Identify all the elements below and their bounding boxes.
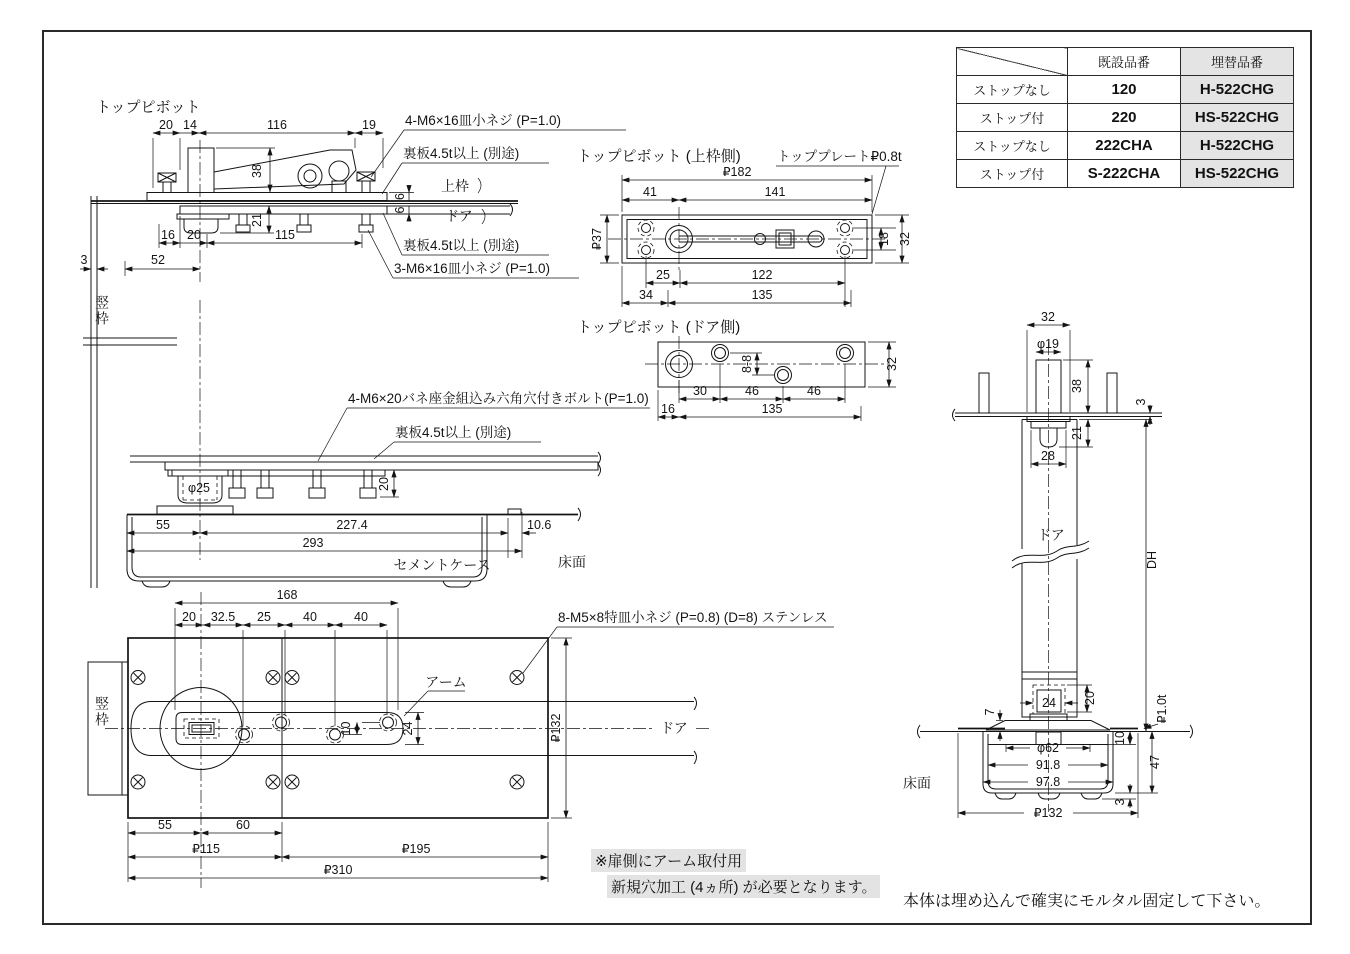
dim-19: 19 xyxy=(362,118,376,132)
view-floor-hinge-plan xyxy=(88,588,834,888)
row-label: ストップ付 xyxy=(957,104,1068,132)
old-part: S-222CHA xyxy=(1068,160,1181,188)
dim-41: 41 xyxy=(643,185,657,199)
dim-293: 293 xyxy=(302,536,324,550)
dim-32-5: 32.5 xyxy=(210,610,236,624)
dim-21: 21 xyxy=(250,213,264,227)
new-part: H-522CHG xyxy=(1181,76,1294,104)
dim-10c: 10 xyxy=(1113,731,1127,745)
label-backplate-bottom: 裏板4.5t以上 (別途) xyxy=(403,238,520,253)
dim-38b: 38 xyxy=(1070,379,1084,393)
new-part: HS-522CHG xyxy=(1181,104,1294,132)
dim-47: 47 xyxy=(1148,755,1162,769)
note-mortar-fixing: 本体は埋め込んで確実にモルタル固定して下さい。 xyxy=(903,893,1271,910)
label-cement-case: セメントケース xyxy=(393,557,491,573)
label-door-plan: ドア xyxy=(660,720,688,736)
row-label: ストップなし xyxy=(957,132,1068,160)
dim-20b: 20 xyxy=(187,228,201,242)
dim-phi62: φ62 xyxy=(1036,741,1060,755)
dim-24c: 24 xyxy=(1042,696,1056,710)
dim-pl132-section: ₽132 xyxy=(1033,806,1063,820)
table-diagonal-cell xyxy=(957,48,1068,76)
dim-91-8: 91.8 xyxy=(1035,758,1061,772)
dim-40b: 40 xyxy=(354,610,368,624)
label-floor-surface-right: 床面 xyxy=(903,775,931,791)
dim-dh: DH xyxy=(1145,550,1159,570)
dim-227-4: 227.4 xyxy=(336,518,368,532)
label-backplate-floor: 裏板4.5t以上 (別途) xyxy=(395,425,512,440)
dim-60: 60 xyxy=(236,818,250,832)
view-vertical-section xyxy=(903,310,1193,820)
dim-21b: 21 xyxy=(1070,426,1084,440)
dim-20c: 20 xyxy=(377,477,391,491)
view-top-pivot-frame-side xyxy=(577,147,912,307)
label-screw4: 4-M6×16皿小ネジ (P=1.0) xyxy=(405,113,562,128)
dim-phi19: φ19 xyxy=(1036,337,1060,351)
dim-55: 55 xyxy=(156,518,170,532)
dim-8-8: 8-8 xyxy=(740,354,754,374)
dim-32: 32 xyxy=(898,232,912,246)
vertical-frame-label-bottom: 竪枠 xyxy=(94,696,110,728)
dim-6b: 6 xyxy=(393,206,407,214)
label-backplate-top: 裏板4.5t以上 (別途) xyxy=(403,146,520,161)
view-floor-hinge-section xyxy=(127,300,650,587)
dim-30: 30 xyxy=(693,384,707,398)
dim-7: 7 xyxy=(983,708,997,716)
dim-pl182: ₽182 xyxy=(722,165,752,179)
dim-3-top: 3 xyxy=(1134,398,1148,406)
dim-25b: 25 xyxy=(257,610,271,624)
dim-18: 18 xyxy=(877,232,891,246)
dim-20: 20 xyxy=(159,118,173,132)
dim-25: 25 xyxy=(656,268,670,282)
dim-24b: 24 xyxy=(401,721,415,736)
dim-34: 34 xyxy=(639,288,653,302)
col-replacement: 埋替品番 xyxy=(1181,48,1294,76)
dim-pl132-plan: ₽132 xyxy=(549,713,563,743)
table-row xyxy=(957,160,1294,188)
old-part: 220 xyxy=(1068,104,1181,132)
dim-3: 3 xyxy=(80,253,88,267)
dim-10b: 10 xyxy=(339,721,353,736)
dim-6a: 6 xyxy=(393,193,407,200)
row-label: ストップ付 xyxy=(957,160,1068,188)
dim-20e: 20 xyxy=(1083,691,1097,705)
new-part: HS-522CHG xyxy=(1181,160,1294,188)
row-label: ストップなし xyxy=(957,76,1068,104)
dim-28: 28 xyxy=(1041,449,1055,463)
dim-46b: 46 xyxy=(807,384,821,398)
dim-pl195: ₽195 xyxy=(401,842,431,856)
view2b-title: トップピボット (ドア側) xyxy=(577,319,741,336)
dim-16b: 16 xyxy=(661,402,675,416)
vertical-frame-label-top: 竪枠 xyxy=(94,295,110,327)
note-arm-mounting-line2: 新規穴加工 (4ヵ所) が必要となります。 xyxy=(607,875,880,898)
dim-168: 168 xyxy=(276,588,298,602)
part-number-table xyxy=(956,47,1294,188)
new-part: H-522CHG xyxy=(1181,132,1294,160)
label-top-plate: トッププレート₽0.8t xyxy=(777,149,902,164)
table-row xyxy=(957,76,1294,104)
dim-135b: 135 xyxy=(761,402,783,416)
note-arm-mounting-line1: ※扉側にアーム取付用 xyxy=(591,849,746,872)
view1-title: トップピボット xyxy=(96,99,201,116)
dim-52: 52 xyxy=(151,253,165,267)
dim-141: 141 xyxy=(764,185,786,199)
dim-pl1-0t: ₽1.0t xyxy=(1155,694,1169,724)
dim-135: 135 xyxy=(751,288,773,302)
label-floor-surface: 床面 xyxy=(558,554,586,570)
dim-40a: 40 xyxy=(303,610,317,624)
table-row xyxy=(957,132,1294,160)
dim-122: 122 xyxy=(751,268,773,282)
dim-97-8: 97.8 xyxy=(1035,775,1061,789)
dim-3-bottom: 3 xyxy=(1113,798,1127,806)
floor-hinge-bolts xyxy=(229,470,376,498)
dim-phi25: φ25 xyxy=(187,481,211,495)
dim-116: 116 xyxy=(267,118,287,132)
dim-38: 38 xyxy=(250,164,264,178)
dim-10-6: 10.6 xyxy=(527,518,552,532)
dim-46a: 46 xyxy=(745,384,759,398)
dim-20d: 20 xyxy=(182,610,196,624)
view2-title: トップピボット (上枠側) xyxy=(577,148,741,165)
dim-pl115: ₽115 xyxy=(192,842,220,856)
label-arm: アーム xyxy=(425,674,467,690)
old-part: 222CHA xyxy=(1068,132,1181,160)
dim-32b: 32 xyxy=(885,357,899,371)
dim-pl37: ₽37 xyxy=(590,228,604,250)
dim-14: 14 xyxy=(183,118,197,132)
table-row xyxy=(957,104,1294,132)
label-top-frame: 上枠 xyxy=(441,178,469,194)
label-door-section: ドア xyxy=(1037,527,1065,543)
dim-55b: 55 xyxy=(158,818,172,832)
label-screw3: 3-M6×16皿小ネジ (P=1.0) xyxy=(394,261,551,276)
dim-115: 115 xyxy=(275,228,295,242)
label-screw8: 8-M5×8特皿小ネジ (P=0.8) (D=8) ステンレス xyxy=(558,610,828,625)
col-existing: 既設品番 xyxy=(1068,48,1181,76)
label-door: ドア xyxy=(445,208,473,224)
dim-32c: 32 xyxy=(1041,310,1055,324)
dim-pl310: ₽310 xyxy=(323,863,353,877)
label-bolt4: 4-M6×20バネ座金組込み六角穴付きボルト(P=1.0) xyxy=(348,391,649,406)
old-part: 120 xyxy=(1068,76,1181,104)
dim-16: 16 xyxy=(161,228,175,242)
